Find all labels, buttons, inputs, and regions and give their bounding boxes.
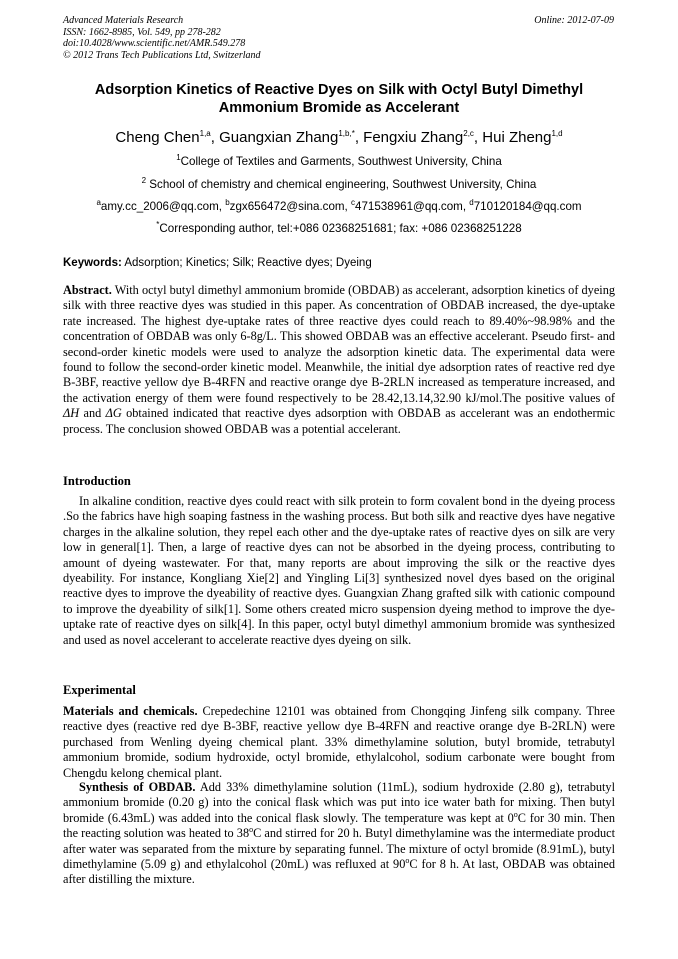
issn-line: ISSN: 1662-8985, Vol. 549, pp 278-282 bbox=[63, 26, 221, 38]
author-sup: 2,c bbox=[463, 129, 474, 138]
affiliation-2: $^2$ School of chemistry and chemical engineering, Southwest University, China bbox=[141, 176, 537, 191]
author-sup: 1,d bbox=[551, 129, 563, 138]
degree-mark: o bbox=[405, 855, 410, 865]
experimental-heading: Experimental bbox=[63, 683, 136, 697]
author-emails: $^a$amy.cc_2006@qq.com, $^b$zgx656472@sina.com, $^c$471538961@qq.com, $^d$710120184@qq.com bbox=[96, 198, 582, 213]
materials-label: Materials and chemicals. bbox=[63, 704, 198, 718]
keywords-text: Adsorption; Kinetics; Silk; Reactive dyes; Dyeing bbox=[121, 257, 372, 269]
copyright-line: © 2012 Trans Tech Publications Ltd, Switzerland bbox=[63, 49, 261, 61]
title-line-1: Adsorption Kinetics of Reactive Dyes on Silk with Octyl Butyl Dimethyl bbox=[94, 82, 584, 98]
email-link: zgx656472@sina.com, bbox=[229, 200, 352, 213]
degree-mark: o bbox=[513, 809, 518, 819]
author-name: Cheng Chen bbox=[115, 129, 200, 146]
synthesis-paragraph: Synthesis of OBDAB. Add 33% dimethylamine solution (11mL), sodium hydroxide (2.80 g), tetrabutyl ammonium bromide (0.20 g) into the conical flask which was put into ice water bath for mixing. Then butyl bromide (6.43mL) was added into the conical flask slowly. The temperature was kept at 0$^o$C for 30 min. Then the reacting solution was heated to 38$^o$C and stirred for 20 h. Butyl dimethylamine was the intermediate product after water was separated from the mixture by separating funnel. The mixture of octyl bromide (8.91mL), butyl dimethylamine (5.09 g) and ethylalcohol (20mL) was refluxed at 90$^o$C for 8 h. At last, OBDAB was obtained after distilling the mixture. bbox=[63, 780, 615, 887]
title-line-2: Ammonium Bromide as Accelerant bbox=[218, 100, 460, 116]
author-sup: 1,b,* bbox=[338, 129, 355, 138]
degree-mark: o bbox=[249, 825, 254, 835]
keywords-label: Keywords: bbox=[63, 257, 122, 269]
author-name: Fengxiu Zhang bbox=[363, 129, 464, 146]
introduction-paragraph: In alkaline condition, reactive dyes could react with silk protein to form covalent bond in the dyeing process .So the fabrics have high soaping fastness in the washing process. But both silk and reactive dyes have negative charges in the alkaline solution, they repel each other and the dye-uptake rates of reactive dyes on silk are very low in general[1]. Then, a large of reactive dyes can not be absorbed in the dyeing process, contributing to amount of dyeing wastewater. For that, many reports are about improving the silk or the reactive dyes dyeability. For instance, Kongliang Xie[2] and Yingling Li[3] synthesized novel dyes based on the original reactive dyes to improve the dyeability of reactive dyes. Guangxian Zhang grafted silk with cationic compound to improve the dyeability of silk[1]. Some others created micro suspension dyeing method to improve the dye-uptake rate of reactive dyes on silk[4]. In this paper, octyl butyl dimethyl ammonium bromide was synthesized and used as novel accelerant to accelerate reactive dyes dyeing on silk. bbox=[63, 494, 615, 647]
materials-paragraph: Materials and chemicals. Crepedechine 12101 was obtained from Chongqing Jinfeng silk company. Three reactive dyes (reactive red dye B-3BF, reactive yellow dye B-4RFN and reactive orange dye B-2RLN) were purchased from Wenling dyeing chemical plant. 33% dimethylamine solution, butyl bromide, tetrabutyl ammonium bromide, sodium hydroxide, octyl bromide, ethylalcohol, sodium carbonate were bought from Chengdu kelong chemical plant. bbox=[63, 704, 615, 780]
doi-line: doi:10.4028/www.scientific.net/AMR.549.278 bbox=[63, 38, 246, 49]
affiliation-1: $^1$College of Textiles and Garments, Southwest University, China bbox=[176, 153, 502, 168]
online-date: Online: 2012-07-09 bbox=[534, 15, 614, 26]
journal-header bbox=[63, 15, 261, 61]
abstract-label: Abstract. bbox=[63, 283, 112, 297]
email-link: 710120184@qq.com bbox=[473, 200, 582, 213]
author-name: Hui Zheng bbox=[482, 129, 552, 146]
author-list: Cheng Chen$^{1,a}$, Guangxian Zhang$^{1,b,*}$, Fengxiu Zhang$^{2,c}$, Hui Zheng$^{1,d}$ bbox=[115, 129, 563, 146]
keywords bbox=[63, 256, 615, 270]
abstract-paragraph: Abstract. With octyl butyl dimethyl ammonium bromide (OBDAB) as accelerant, adsorption kinetics of dyeing silk with three reactive dyes was studied in this paper. As concentration of OBDAB increased, the dye-uptake rate increased. The highest dye-uptake rates of three reactive dyes could reach to 89.40%~98.98% and the concentration of OBDAB was only 6-8g/L. This showed OBDAB was an effective accelerant. Pseudo first- and second-order kinetic models were used to analyze the adsorption kinetic data. The experimental data were found to follow the second-order kinetic model. Meanwhile, the initial dye adsorption rates of reactive red dye B-3BF, reactive yellow dye B-4RFN and reactive orange dye B-2RLN increased as temperature increased, and the activation energy of them were found respectively to be 28.42,13.14,32.90 kJ/mol.The positive values of ΔH and ΔG obtained indicated that reactive dyes adsorption with OBDAB as accelerant was an endothermic process. The conclusion showed OBDAB was a potential accelerant. bbox=[63, 283, 616, 436]
corresponding-author: *Corresponding author, tel:+086 02368251681; fax: +086 02368251228 bbox=[156, 220, 522, 235]
email-link: 471538961@qq.com, bbox=[355, 200, 470, 213]
delta-h-symbol: ΔH bbox=[63, 406, 80, 421]
paper-title bbox=[60, 81, 618, 117]
author-sup: 1,a bbox=[199, 129, 211, 138]
author-name: Guangxian Zhang bbox=[219, 129, 339, 146]
introduction-heading: Introduction bbox=[63, 474, 131, 488]
email-link: amy.cc_2006@qq.com, bbox=[100, 200, 226, 213]
synthesis-label: Synthesis of OBDAB. bbox=[79, 780, 196, 794]
delta-g-symbol: ΔG bbox=[105, 406, 122, 421]
journal-name: Advanced Materials Research bbox=[63, 15, 184, 26]
